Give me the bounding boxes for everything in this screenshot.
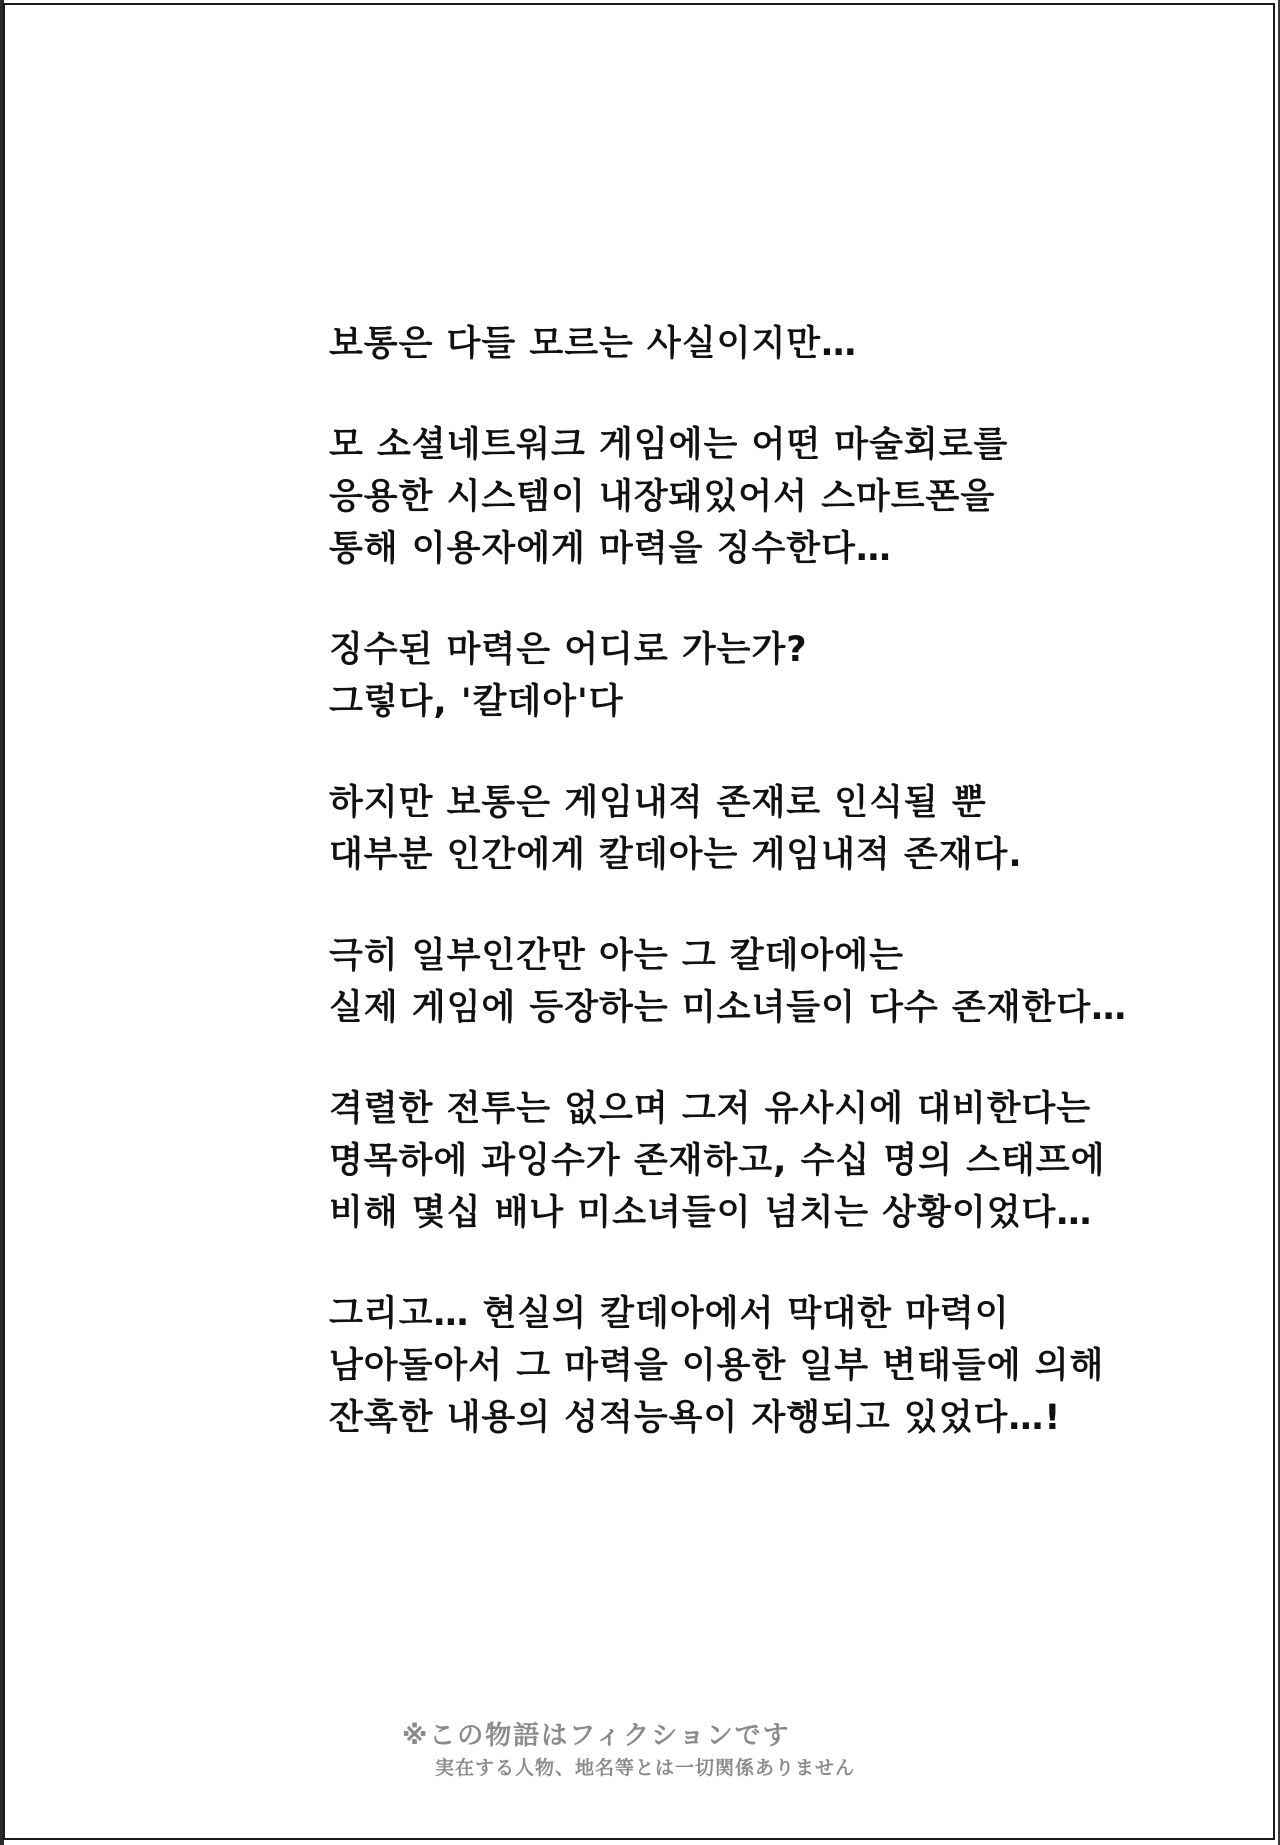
story-text — [329, 318, 1128, 1493]
story-line: 응용한 시스템이 내장돼있어서 스마트폰을 — [329, 477, 996, 517]
story-line: 대부분 인간에게 칼데아는 게임내적 존재다. — [329, 835, 1023, 875]
story-line: 격렬한 전투는 없으며 그저 유사시에 대비한다는 — [329, 1089, 1092, 1129]
story-line: 보통은 다들 모르는 사실이지만… — [329, 324, 858, 364]
disclaimer-main-text: ※この物語はフィクションです — [402, 1721, 791, 1751]
paragraph-5 — [329, 930, 1128, 1034]
story-line: 잔혹한 내용의 성적능욕이 자행되고 있었다…! — [329, 1398, 1062, 1438]
story-line: 비해 몇십 배나 미소녀들이 넘치는 상황이었다… — [329, 1193, 1093, 1233]
story-line: 남아돌아서 그 마력을 이용한 일부 변태들에 의해 — [329, 1346, 1105, 1386]
fiction-disclaimer — [402, 1718, 962, 1782]
paragraph-3 — [329, 624, 1049, 728]
story-line: 그리고… 현실의 칼데아에서 막대한 마력이 — [329, 1294, 1010, 1334]
paragraph-4 — [329, 777, 1049, 881]
story-line: 모 소셜네트워크 게임에는 어떤 마술회로를 — [329, 425, 1009, 465]
story-line: 실제 게임에 등장하는 미소녀들이 다수 존재한다… — [329, 988, 1128, 1028]
paragraph-6 — [329, 1083, 1106, 1239]
story-line: 징수된 마력은 어디로 가는가? — [329, 630, 808, 670]
disclaimer-sub-text: 実在する人物、地名等とは一切関係ありません — [435, 1757, 856, 1779]
story-line: 명목하에 과잉수가 존재하고, 수십 명의 스태프에 — [329, 1141, 1106, 1181]
paragraph-7 — [329, 1288, 1105, 1444]
story-line: 극히 일부인간만 아는 그 칼데아에는 — [329, 936, 904, 976]
story-line: 하지만 보통은 게임내적 존재로 인식될 뿐 — [329, 783, 987, 823]
paragraph-1 — [329, 318, 1049, 370]
story-line: 그렇다, '칼데아'다 — [329, 682, 624, 722]
story-line: 통해 이용자에게 마력을 징수한다… — [329, 529, 892, 569]
paragraph-2 — [329, 419, 1049, 575]
